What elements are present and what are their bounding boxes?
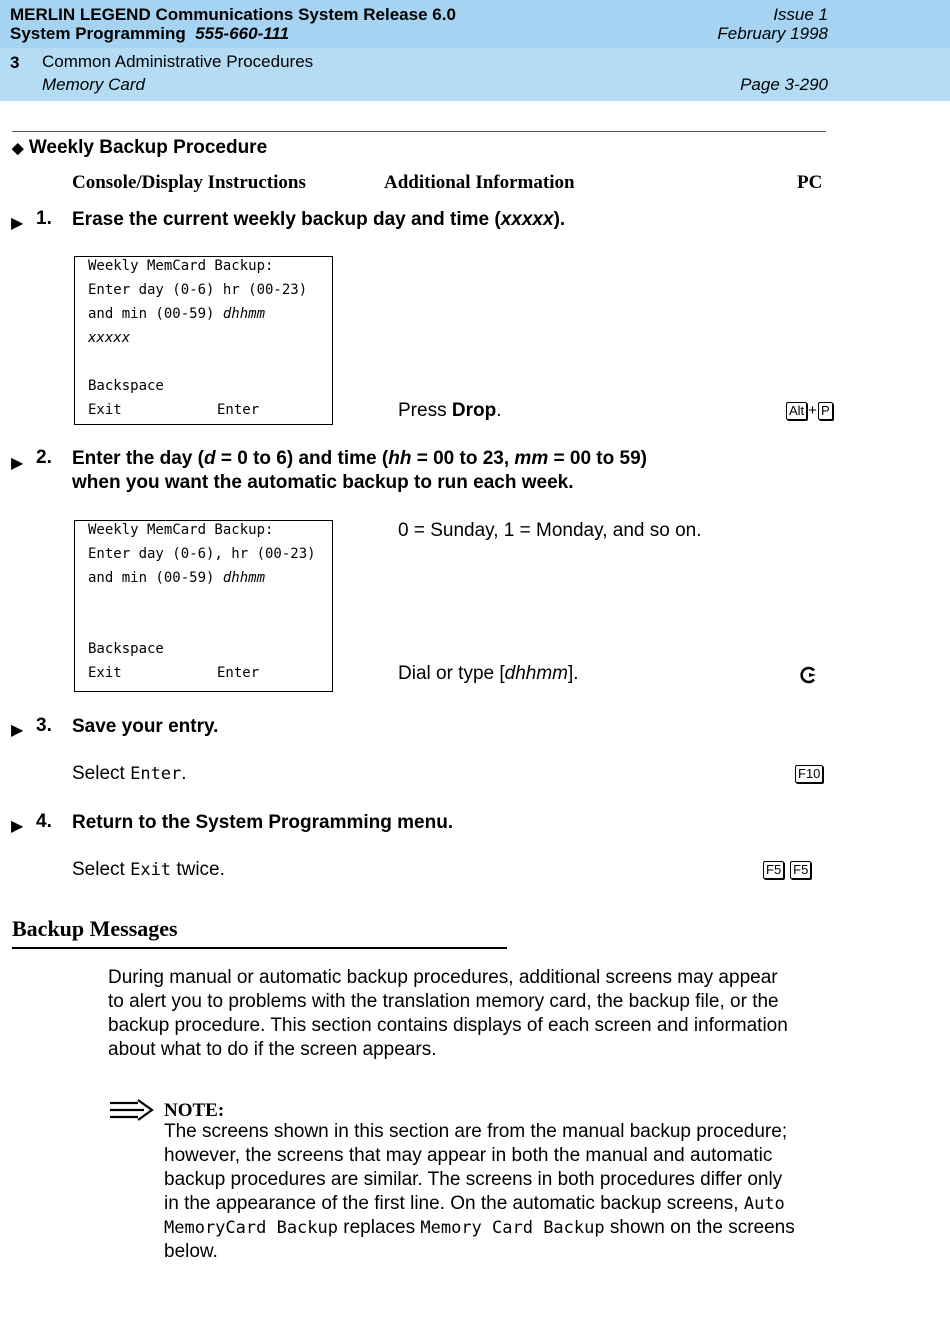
f10-key-group bbox=[795, 765, 823, 783]
header-doc-number: 555-660-111 bbox=[195, 24, 290, 43]
lcd2-enter[interactable]: Enter bbox=[217, 665, 260, 681]
chapter-title: Common Administrative Procedures bbox=[42, 52, 314, 71]
step-3-text: Save your entry. bbox=[72, 716, 219, 737]
intro-paragraph bbox=[108, 966, 788, 1062]
section-name: Memory Card bbox=[42, 75, 145, 94]
col-pc-heading: PC bbox=[797, 172, 823, 193]
dial-pad-icon bbox=[799, 665, 819, 685]
note-line: below. bbox=[164, 1241, 218, 1262]
step-2-d: d bbox=[203, 448, 216, 469]
note-l5-text-a: replaces bbox=[338, 1217, 421, 1238]
header-date: February 1998 bbox=[717, 24, 828, 43]
f5-key-icon: F5 bbox=[790, 861, 811, 879]
step-2-line1 bbox=[72, 447, 647, 471]
lcd1-line4: xxxxx bbox=[88, 330, 131, 346]
step-2-mm: mm bbox=[514, 448, 549, 469]
step-4-sub bbox=[72, 858, 225, 882]
step-2-info-1: 0 = Sunday, 1 = Monday, and so on. bbox=[398, 520, 702, 541]
step-3-sub-a: Select bbox=[72, 763, 131, 784]
step-4-sub-b: twice. bbox=[171, 859, 225, 880]
p-key-icon: P bbox=[818, 402, 833, 420]
step-2-line2: when you want the automatic backup to run each week. bbox=[72, 472, 574, 493]
lcd2-line2: Enter day (0-6), hr (00-23) bbox=[88, 546, 316, 562]
f10-key-icon: F10 bbox=[795, 765, 823, 783]
header-title: MERLIN LEGEND Communications System Release 6.0 bbox=[10, 5, 456, 24]
lcd2-line3-text: and min (00-59) bbox=[88, 570, 223, 586]
step-4-sub-a: Select bbox=[72, 859, 131, 880]
step-arrow-icon: ▶ bbox=[11, 455, 24, 472]
note-l5-mono1: MemoryCard Backup bbox=[164, 1218, 338, 1238]
lcd1-line3-var: dhhmm bbox=[222, 306, 266, 322]
note-l5-mono2: Memory Card Backup bbox=[420, 1218, 605, 1238]
section-rule bbox=[12, 947, 507, 949]
note-line bbox=[164, 1216, 795, 1240]
step-2-l1b: = 0 to 6) and time ( bbox=[215, 448, 389, 469]
lcd1-exit[interactable]: Exit bbox=[88, 402, 122, 418]
alt-p-keys bbox=[786, 402, 833, 420]
step-4-number: 4. bbox=[36, 811, 52, 832]
para-line: backup procedure. This section contains displays of each screen and information bbox=[108, 1015, 788, 1036]
step-2-info2-b: ]. bbox=[568, 663, 579, 684]
step-3-sub bbox=[72, 762, 187, 786]
lcd2-line3 bbox=[88, 569, 265, 587]
section-title: Backup Messages bbox=[12, 916, 178, 941]
step-3-enter-label: Enter bbox=[130, 764, 182, 784]
lcd1-line3 bbox=[88, 305, 265, 323]
step-4-exit-label: Exit bbox=[130, 860, 172, 880]
step-1-var: xxxxx bbox=[500, 209, 554, 230]
lcd-display-2 bbox=[74, 520, 333, 692]
lcd1-line3-text: and min (00-59) bbox=[88, 306, 223, 322]
note-l4-text: in the appearance of the first line. On the automatic backup screens, bbox=[164, 1193, 744, 1214]
procedure-title bbox=[12, 137, 267, 159]
step-arrow-icon: ▶ bbox=[11, 215, 24, 232]
note-l5-text-b: shown on the screens bbox=[604, 1217, 795, 1238]
note-icon bbox=[108, 1099, 154, 1121]
step-arrow-icon: ▶ bbox=[11, 818, 24, 835]
lcd2-backspace[interactable]: Backspace bbox=[88, 641, 164, 657]
plus-sign: + bbox=[808, 402, 817, 419]
para-line: During manual or automatic backup procedures, additional screens may appear bbox=[108, 967, 778, 988]
f5-keys-group bbox=[763, 861, 811, 879]
step-1-number: 1. bbox=[36, 208, 52, 229]
note-label: NOTE: bbox=[164, 1100, 225, 1121]
step-2-l1c: = 00 to 23, bbox=[411, 448, 515, 469]
step-2-info2-var: dhhmm bbox=[504, 663, 569, 684]
note-line bbox=[164, 1192, 795, 1216]
note-line: however, the screens that may appear in both the manual and automatic bbox=[164, 1145, 773, 1166]
procedure-title-text: Weekly Backup Procedure bbox=[28, 137, 268, 158]
page-number: Page 3-290 bbox=[740, 75, 828, 94]
col-console-heading: Console/Display Instructions bbox=[72, 172, 306, 193]
step-2-info-2 bbox=[398, 662, 579, 686]
note-line: backup procedures are similar. The screens in both procedures differ only bbox=[164, 1169, 783, 1190]
lcd1-line1: Weekly MemCard Backup: bbox=[88, 258, 274, 274]
f5-key-icon: F5 bbox=[763, 861, 784, 879]
step-1-info bbox=[398, 399, 501, 423]
lcd2-exit[interactable]: Exit bbox=[88, 665, 122, 681]
step-1-info-c: . bbox=[496, 400, 502, 421]
para-line: about what to do if the screen appears. bbox=[108, 1039, 437, 1060]
page-header bbox=[0, 0, 950, 101]
lcd1-line2: Enter day (0-6) hr (00-23) bbox=[88, 282, 308, 298]
step-2-l1e: = 00 to 59) bbox=[548, 448, 647, 469]
header-subtitle-label: System Programming bbox=[10, 24, 186, 43]
step-3-sub-b: . bbox=[181, 763, 187, 784]
step-1-text bbox=[72, 208, 565, 232]
note-body bbox=[164, 1120, 795, 1264]
step-1-info-a: Press bbox=[398, 400, 452, 421]
top-rule bbox=[12, 131, 826, 132]
note-l4-mono: Auto bbox=[743, 1194, 785, 1214]
step-1-text-b: ). bbox=[553, 209, 566, 230]
lcd-display-1 bbox=[74, 256, 333, 425]
lcd2-line1: Weekly MemCard Backup: bbox=[88, 522, 274, 538]
diamond-icon: ◆ bbox=[12, 140, 24, 157]
header-issue: Issue 1 bbox=[773, 5, 828, 24]
header-subtitle bbox=[10, 24, 289, 44]
lcd1-backspace[interactable]: Backspace bbox=[88, 378, 164, 394]
lcd2-line3-var: dhhmm bbox=[222, 570, 266, 586]
step-1-info-drop: Drop bbox=[451, 400, 497, 421]
alt-key-icon: Alt bbox=[786, 402, 807, 420]
step-2-l1a: Enter the day ( bbox=[72, 448, 204, 469]
step-2-number: 2. bbox=[36, 447, 52, 468]
col-info-heading: Additional Information bbox=[384, 172, 575, 193]
step-2-info2-a: Dial or type [ bbox=[398, 663, 505, 684]
step-4-text: Return to the System Programming menu. bbox=[72, 812, 454, 833]
note-line: The screens shown in this section are from the manual backup procedure; bbox=[164, 1121, 788, 1142]
step-2-hh: hh bbox=[388, 448, 412, 469]
step-1-text-a: Erase the current weekly backup day and time ( bbox=[72, 209, 501, 230]
lcd1-enter[interactable]: Enter bbox=[217, 402, 260, 418]
step-3-number: 3. bbox=[36, 715, 52, 736]
para-line: to alert you to problems with the translation memory card, the backup file, or the bbox=[108, 991, 779, 1012]
step-arrow-icon: ▶ bbox=[11, 722, 24, 739]
chapter-number: 3 bbox=[10, 53, 20, 72]
